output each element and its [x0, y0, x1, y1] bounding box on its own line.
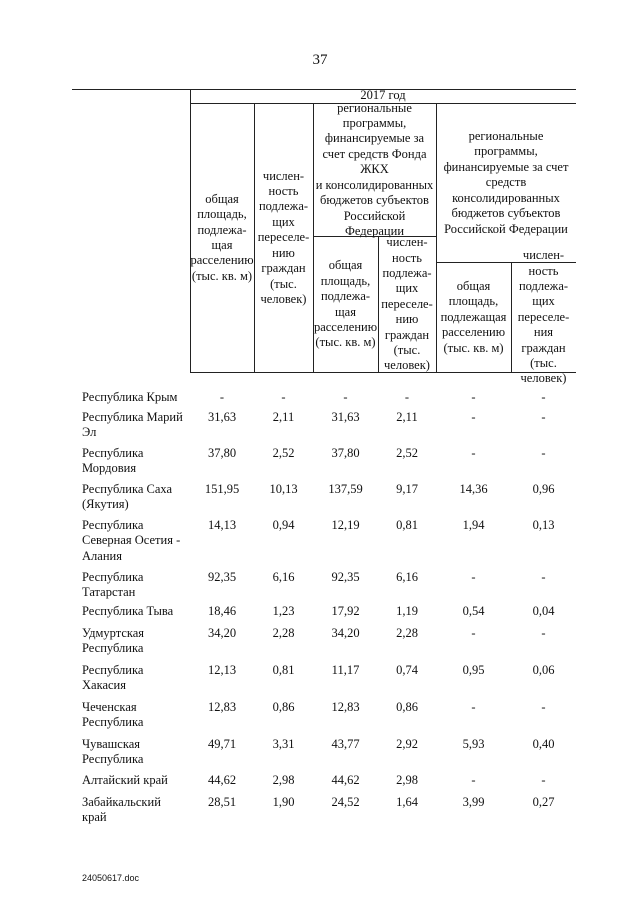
cell-fund-people: 1,19: [396, 604, 418, 618]
region-name: Республика Саха (Якутия): [82, 482, 173, 512]
cell-fund-people: 2,52: [396, 446, 418, 460]
cell-total-area: 44,62: [207, 773, 237, 787]
cell-fund-people: 2,28: [396, 626, 418, 640]
cell-total-people: 1,90: [272, 795, 295, 809]
cell-total-area: 37,80: [207, 446, 237, 460]
header-budget-programs: региональные программы, финансируемые за счет средств консолидированных бюджетов субъектов Российской Федерации: [443, 129, 569, 236]
cell-total-area: 18,46: [207, 604, 237, 618]
cell-total-area: 151,95: [204, 482, 240, 496]
cell-fund-area: 92,35: [331, 570, 360, 584]
cell-budget-area: -: [471, 410, 476, 424]
page-number: 37: [312, 52, 328, 68]
region-name: Чеченская Республика: [82, 700, 144, 730]
cell-fund-people: 2,92: [396, 737, 418, 751]
cell-fund-people: 6,16: [396, 570, 418, 584]
cell-total-people: 2,98: [272, 773, 295, 787]
header-total-area: общая площадь, подлежа- щая расселению (тыс. кв. м): [190, 191, 254, 283]
cell-total-area: 12,83: [207, 700, 237, 714]
header-budget-people: числен- ность подлежа- щих переселе- ния граждан (тыс. человек): [517, 248, 570, 386]
header-fund-people: числен- ность подлежа- щих переселе- нию граждан (тыс. человек): [381, 235, 433, 373]
cell-fund-people: 1,64: [396, 795, 418, 809]
region-name: Республика Крым: [82, 390, 178, 404]
header-fund-area: общая площадь, подлежа- щая расселению (тыс. кв. м): [313, 258, 378, 350]
cell-fund-people: 9,17: [396, 482, 418, 496]
cell-total-area: 14,13: [207, 518, 237, 532]
cell-budget-area: -: [471, 390, 476, 404]
cell-budget-people: 0,13: [532, 518, 555, 532]
region-name: Чувашская Республика: [82, 737, 144, 767]
cell-budget-people: 0,27: [532, 795, 555, 809]
cell-total-people: 0,94: [272, 518, 295, 532]
cell-total-people: 0,86: [272, 700, 295, 714]
cell-budget-area: 14,36: [459, 482, 488, 496]
cell-fund-people: 0,81: [396, 518, 418, 532]
cell-total-people: 10,13: [269, 482, 298, 496]
cell-budget-people: -: [541, 390, 546, 404]
cell-total-people: 1,23: [272, 604, 295, 618]
cell-total-area: -: [219, 390, 225, 404]
cell-total-area: 12,13: [207, 663, 237, 677]
cell-total-people: 2,52: [272, 446, 295, 460]
cell-budget-area: -: [471, 446, 476, 460]
cell-budget-area: -: [471, 700, 476, 714]
cell-fund-people: 0,86: [396, 700, 418, 714]
cell-fund-area: 24,52: [331, 795, 360, 809]
header-total-people: числен- ность подлежа- щих переселе- нию граждан (тыс. человек): [257, 168, 310, 306]
year-header-text: 2017 год: [360, 88, 406, 103]
cell-fund-area: 37,80: [331, 446, 360, 460]
cell-budget-area: 0,54: [462, 604, 485, 618]
header-budget-area: общая площадь, подлежащая расселению (тыс. кв. м): [440, 278, 507, 355]
cell-budget-people: -: [541, 626, 546, 640]
cell-fund-area: 12,19: [331, 518, 360, 532]
cell-budget-area: -: [471, 570, 476, 584]
region-name: Республика Мордовия: [82, 446, 144, 476]
cell-fund-area: 137,59: [328, 482, 363, 496]
cell-total-area: 28,51: [207, 795, 237, 809]
cell-budget-people: -: [541, 410, 546, 424]
cell-budget-people: 0,96: [532, 482, 555, 496]
cell-budget-people: -: [541, 570, 546, 584]
region-name: Республика Хакасия: [82, 663, 144, 693]
cell-fund-area: 11,17: [331, 663, 360, 677]
cell-budget-people: -: [541, 700, 546, 714]
cell-total-people: 6,16: [272, 570, 295, 584]
cell-budget-area: -: [471, 626, 476, 640]
cell-fund-people: -: [404, 390, 410, 404]
cell-total-area: 92,35: [207, 570, 237, 584]
cell-budget-area: -: [471, 773, 476, 787]
header-fund-programs: региональные программы, финансируемые за счет средств Фонда ЖКХ и консолидированных бюджетов субъектов Российской Федерации: [315, 100, 434, 238]
cell-budget-people: -: [541, 446, 546, 460]
cell-fund-area: 34,20: [331, 626, 360, 640]
region-name: Республика Тыва: [82, 604, 174, 618]
region-name: Республика Северная Осетия - Алания: [82, 518, 181, 563]
cell-total-people: 3,31: [272, 737, 295, 751]
region-name: Республика Марий Эл: [82, 410, 183, 440]
cell-fund-area: 43,77: [331, 737, 360, 751]
cell-total-people: 2,28: [272, 626, 295, 640]
region-name: Удмуртская Республика: [82, 626, 145, 656]
cell-budget-people: 0,04: [532, 604, 555, 618]
cell-total-area: 34,20: [207, 626, 237, 640]
cell-budget-area: 1,94: [462, 518, 485, 532]
cell-fund-area: 44,62: [331, 773, 360, 787]
cell-fund-people: 0,74: [396, 663, 418, 677]
cell-budget-area: 5,93: [462, 737, 485, 751]
cell-fund-area: 12,83: [331, 700, 360, 714]
cell-fund-area: 17,92: [331, 604, 360, 618]
cell-budget-people: 0,40: [532, 737, 555, 751]
region-name: Алтайский край: [82, 773, 168, 787]
region-name: Забайкальский край: [82, 795, 161, 825]
document-filename: 24050617.doc: [82, 873, 140, 883]
cell-budget-area: 0,95: [462, 663, 485, 677]
cell-total-area: 49,71: [207, 737, 237, 751]
cell-fund-people: 2,11: [396, 410, 418, 424]
cell-fund-people: 2,98: [396, 773, 418, 787]
cell-budget-people: 0,06: [532, 663, 555, 677]
cell-total-people: 0,81: [272, 663, 295, 677]
cell-budget-people: -: [541, 773, 546, 787]
cell-fund-area: -: [343, 390, 348, 404]
cell-total-people: -: [281, 390, 286, 404]
cell-total-area: 31,63: [207, 410, 237, 424]
cell-budget-area: 3,99: [462, 795, 485, 809]
cell-fund-area: 31,63: [331, 410, 360, 424]
cell-total-people: 2,11: [272, 410, 295, 424]
region-name: Республика Татарстан: [82, 570, 144, 600]
